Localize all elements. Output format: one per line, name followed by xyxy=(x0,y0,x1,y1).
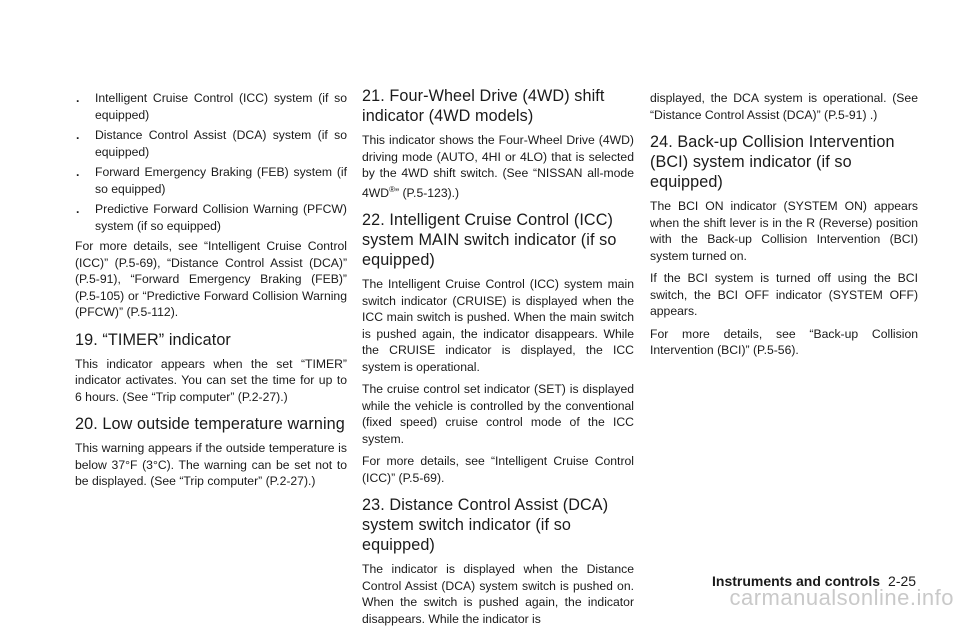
list-item: . Predictive Forward Collision Warning (PFCW) system (if so equipped) xyxy=(76,202,347,233)
bci-paragraph-3: For more details, see “Back-up Collision Intervention (BCI)” (P.5-56). xyxy=(650,326,918,357)
heading-dca-indicator: 23. Distance Control Assist (DCA) system switch indicator (if so equipped) xyxy=(362,496,609,555)
low-temp-paragraph: This warning appears if the outside temperature is below 37°F (3°C). The warning can be set not to be displayed. (See “Trip computer” (P.2-27).) xyxy=(75,441,347,488)
dca-paragraph-continued: displayed, the DCA system is operational. (See “Distance Control Assist (DCA)” (P.5-91) .) xyxy=(650,91,918,122)
heading-icc-indicator: 22. Intelligent Cruise Control (ICC) system MAIN switch indicator (if so equipped) xyxy=(362,211,617,270)
bci-paragraph-1: The BCI ON indicator (SYSTEM ON) appears when the shift lever is in the R (Reverse) position with the Back-up Collision Intervention (BCI) system turned on. xyxy=(650,199,918,263)
icc-paragraph-1: The Intelligent Cruise Control (ICC) system main switch indicator (CRUISE) is displayed when the ICC main switch is pushed. When the main switch is pushed again, the indicator disappears. While the CRUISE indicator is displayed, the ICC system is operational. xyxy=(362,277,634,374)
dca-paragraph: The indicator is displayed when the Distance Control Assist (DCA) system switch is pushed on. When the switch is pushed again, the indicator disappears. While the indicator is xyxy=(362,562,634,626)
4wd-paragraph: This indicator shows the Four-Wheel Drive (4WD) driving mode (AUTO, 4HI or 4LO) that is selected by the 4WD shift switch. (See “NISSAN all-mode 4WD®” (P.5-123).) xyxy=(362,133,634,200)
heading-4wd-indicator: 21. Four-Wheel Drive (4WD) shift indicator (4WD models) xyxy=(362,87,605,125)
list-item: . Intelligent Cruise Control (ICC) system (if so equipped) xyxy=(76,91,347,122)
icc-paragraph-2: The cruise control set indicator (SET) is displayed while the vehicle is controlled by the conventional (fixed speed) cruise control mode of the ICC system. xyxy=(362,382,634,446)
list-item: . Forward Emergency Braking (FEB) system (if so equipped) xyxy=(76,165,347,196)
page-number: 2-25 xyxy=(888,573,917,589)
icc-paragraph-3: For more details, see “Intelligent Cruise Control (ICC)” (P.5-69). xyxy=(362,454,634,485)
column-right xyxy=(650,90,918,365)
section-title: Instruments and controls xyxy=(712,573,881,589)
bci-paragraph-2: If the BCI system is turned off using the BCI switch, the BCI OFF indicator (SYSTEM OFF) appears. xyxy=(650,271,918,318)
column-middle xyxy=(362,86,634,633)
list-item: . Distance Control Assist (DCA) system (if so equipped) xyxy=(76,128,347,159)
details-paragraph: For more details, see “Intelligent Cruise Control (ICC)” (P.5-69), “Distance Control Assist (DCA)” (P.5-91), “Forward Emergency Braking (FEB)” (P.5-105) or “Predictive Forward Collision Warning (PFCW)” (P.5-112). xyxy=(75,239,347,319)
heading-bci-indicator: 24. Back-up Collision Intervention (BCI) system indicator (if so equipped) xyxy=(650,133,895,191)
feature-list xyxy=(75,90,347,234)
column-left xyxy=(75,90,347,496)
timer-paragraph: This indicator appears when the set “TIMER” indicator activates. You can set the time for up to 6 hours. (See “Trip computer” (P.2-27).) xyxy=(75,356,347,404)
heading-timer-indicator: 19. “TIMER” indicator xyxy=(75,330,231,349)
watermark: carmanualsonline.info xyxy=(729,585,954,610)
heading-low-temp-warning: 20. Low outside temperature warning xyxy=(75,415,345,433)
